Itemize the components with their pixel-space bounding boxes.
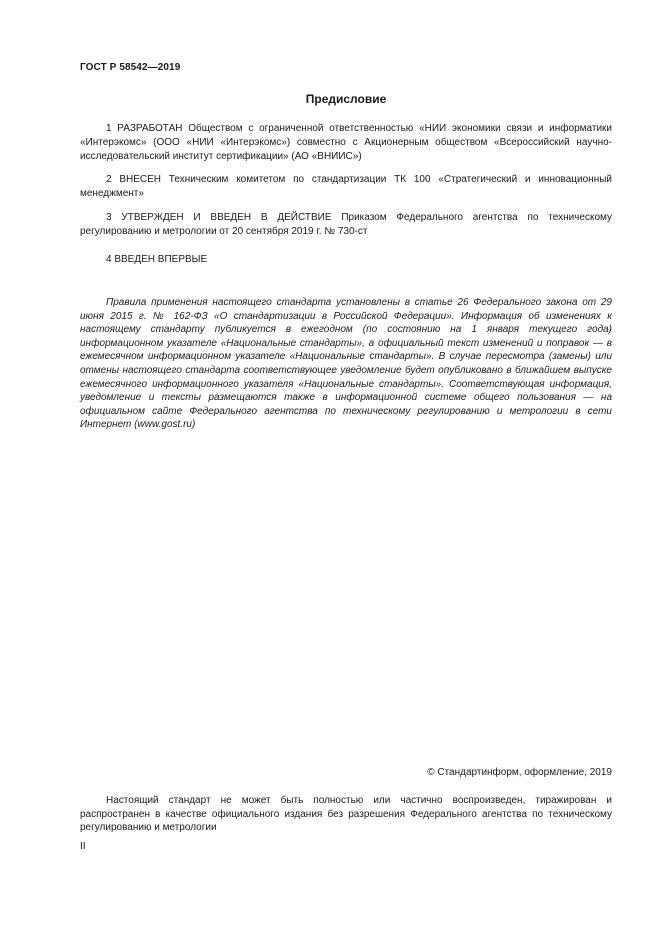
standard-id: ГОСТ Р 58542—2019	[80, 62, 181, 73]
copyright-notice: © Стандартинформ, оформление, 2019	[427, 767, 612, 778]
preface-item-1: 1 РАЗРАБОТАН Обществом с ограниченной ответственностью «НИИ экономики связи и информатики «Интерэкомс» (ООО «НИИ «Интерэкомс») совместно с Акционерным обществом «Всероссийский научно-исследовательский институт сертификации» (АО «ВНИИС»)	[80, 123, 612, 162]
page-number: II	[80, 841, 86, 852]
preface-item-3: 3 УТВЕРЖДЕН И ВВЕДЕН В ДЕЙСТВИЕ Приказом Федерального агентства по техническому регулированию и метрологии от 20 сентября 2019 г. № 730-ст	[80, 212, 612, 237]
preface-item-2: 2 ВНЕСЕН Техническим комитетом по стандартизации ТК 100 «Стратегический и инновационный менеджмент»	[80, 174, 612, 199]
reproduction-notice: Настоящий стандарт не может быть полностью или частично воспроизведен, тиражирован и распространен в качестве официального издания без разрешения Федерального агентства по техническому регулированию и метрологии	[80, 795, 612, 834]
rules-note: Правила применения настоящего стандарта установлены в статье 26 Федерального закона от 29 июня 2015 г. № 162-ФЗ «О стандартизации в Российской Федерации». Информация об изменениях к настоящему стандарту публикуется в ежегодном (по состоянию на 1 января текущего года) информационном указателе «Национальные стандарты», а официальный текст изменений и поправок — в ежемесячном информационном указателе «Национальные стандарты». В случае пересмотра (замены) или отмены настоящего стандарта соответствующее уведомление будет опубликовано в ближайшем выпуске ежемесячного информационного указателя «Национальные стандарты». Соответствующая информация, уведомление и тексты размещаются также в информационной системе общего пользования — на официальном сайте Федерального агентства по техническому регулированию и метрологии в сети Интернет (www.gost.ru)	[80, 297, 612, 431]
preface-item-4: 4 ВВЕДЕН ВПЕРВЫЕ	[106, 254, 208, 265]
preface-title: Предисловие	[305, 92, 387, 106]
